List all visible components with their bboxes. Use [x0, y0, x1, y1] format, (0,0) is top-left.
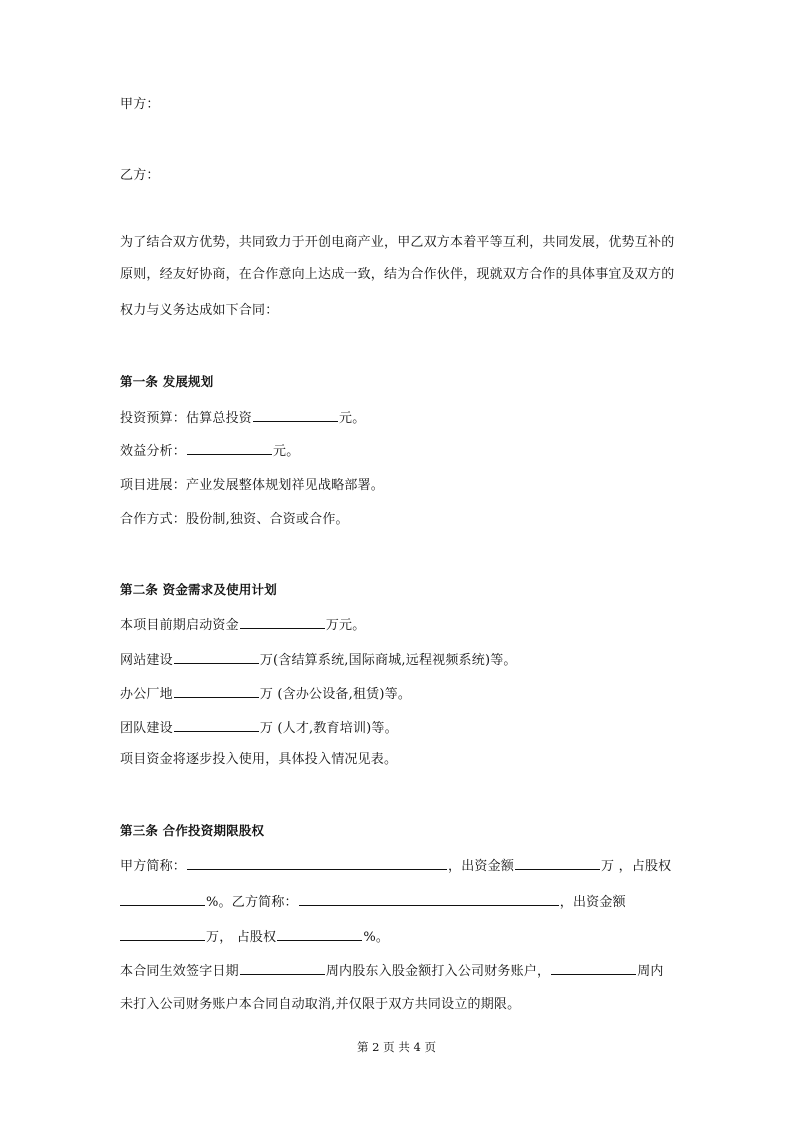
article-3-heading: 第三条 合作投资期限股权: [120, 823, 265, 838]
party-b-invest-label: ，出资金额: [559, 895, 626, 910]
party-a-invest-unit: 万 ，占股权: [601, 859, 672, 874]
party-b-share-line: [120, 928, 389, 946]
party-a-label: 甲方：: [120, 97, 160, 112]
office-blank: [174, 685, 259, 698]
website-blank: [174, 651, 259, 664]
benefit-blank: [187, 442, 272, 455]
office-line: [120, 685, 411, 703]
effective-mid: 周内股东入股金额打入公司财务账户，: [325, 964, 551, 979]
party-a-name-blank: [187, 857, 447, 870]
party-b-invest-unit: 万， 占股权: [206, 930, 277, 945]
party-b-name-blank: [299, 893, 559, 906]
budget-label: 投资预算：估算总投资: [120, 411, 253, 426]
article-2-heading: 第二条 资金需求及使用计划: [120, 582, 277, 597]
party-a-percent-unit: %。乙方简称：: [206, 895, 298, 910]
funds-note: 项目资金将逐步投入使用，具体投入情况见表。: [120, 752, 398, 767]
party-a-percent-blank: [120, 893, 205, 906]
team-blank: [174, 719, 259, 732]
website-unit: 万(含结算系统,国际商城,远程视频系统)等。: [259, 653, 517, 668]
benefit-label: 效益分析：: [120, 444, 187, 459]
effective-end: 周内: [637, 964, 664, 979]
benefit-unit: 元。: [273, 444, 300, 459]
startup-unit: 万元。: [325, 618, 366, 633]
party-a-invest-blank: [515, 857, 600, 870]
effective-weeks-blank: [551, 962, 636, 975]
benefit-line: [120, 442, 299, 460]
party-b-invest-blank: [120, 928, 205, 941]
party-a-invest-label: ，出资金额: [448, 859, 515, 874]
party-b-percent-blank: [277, 928, 362, 941]
intro-line-2: 原则，经友好协商，在合作意向上达成一致，结为合作伙伴，现就双方合作的具体事宜及双方的: [120, 267, 675, 282]
website-line: [120, 651, 517, 669]
effective-date-blank: [240, 962, 325, 975]
effective-label: 本合同生效签字日期: [120, 964, 239, 979]
budget-line: [120, 409, 365, 427]
article-1-heading: 第一条 发展规划: [120, 374, 214, 389]
startup-blank: [240, 616, 325, 629]
effective-line: [120, 962, 664, 980]
method-line: 合作方式：股份制,独资、合资或合作。: [120, 512, 349, 527]
office-unit: 万 (含办公设备,租赁)等。: [259, 687, 412, 702]
party-b-equity-line: [120, 893, 626, 911]
budget-blank: [253, 409, 338, 422]
party-b-percent-unit: %。: [363, 930, 390, 945]
team-line: [120, 719, 398, 737]
website-label: 网站建设: [120, 653, 173, 668]
budget-unit: 元。: [339, 411, 366, 426]
intro-line-3: 权力与义务达成如下合同：: [120, 303, 279, 318]
cancel-line: 未打入公司财务账户本合同自动取消,并仅限于双方共同设立的期限。: [120, 997, 521, 1012]
startup-line: [120, 616, 365, 634]
team-label: 团队建设: [120, 721, 173, 736]
party-b-label: 乙方：: [120, 168, 160, 183]
progress-line: 项目进展：产业发展整体规划祥见战略部署。: [120, 478, 385, 493]
intro-line-1: 为了结合双方优势，共同致力于开创电商产业，甲乙双方本着平等互利，共同发展，优势互补的: [120, 235, 675, 250]
team-unit: 万 (人才,教育培训)等。: [259, 721, 398, 736]
office-label: 办公厂地: [120, 687, 173, 702]
party-a-name-label: 甲方简称：: [120, 859, 187, 874]
startup-label: 本项目前期启动资金: [120, 618, 239, 633]
party-a-equity-line: [120, 857, 671, 875]
page-footer: 第 2 页 共 4 页: [357, 1040, 436, 1054]
